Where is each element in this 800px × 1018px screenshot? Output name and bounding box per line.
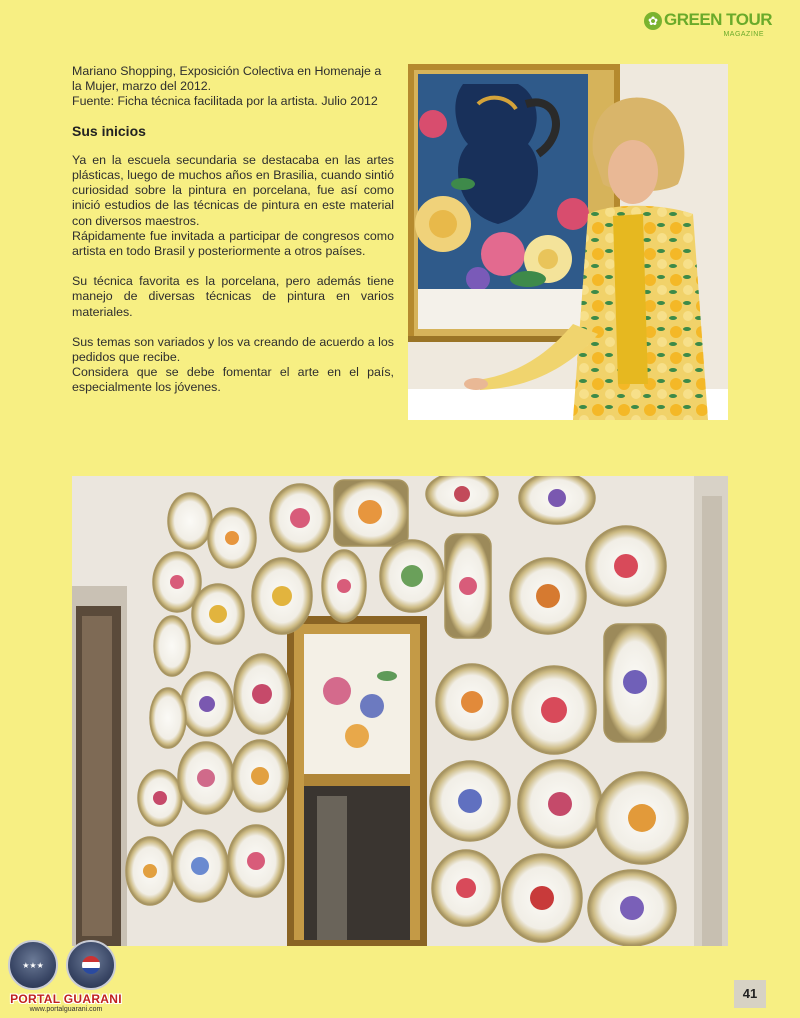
portal-url: www.portalguarani.com: [29, 1006, 103, 1013]
section-heading: Sus inicios: [72, 122, 146, 139]
portal-guarani-watermark: [6, 940, 122, 1014]
logo-subtitle: MAGAZINE: [723, 31, 764, 38]
artist-portrait-photo: [408, 64, 728, 420]
paragraph: Considera que se debe fomentar el arte en el país, especialmente los jóvenes.: [72, 365, 394, 395]
intro-line: la Mujer, marzo del 2012.: [72, 79, 212, 94]
paragraph: Rápidamente fue invitada a participar de congresos como artista en todo Brasil y posteriormente a otros países.: [72, 228, 394, 259]
seal-icon: ★★★: [8, 940, 58, 990]
paragraph: Sus temas son variados y los va creando de acuerdo a los pedidos que recibe.: [72, 334, 394, 365]
intro-line: Fuente: Ficha técnica facilitada por la artista. Julio 2012: [72, 94, 378, 109]
paragraph: Su técnica favorita es la porcelana, pero además tiene manejo de diversas técnicas de pintura en varios materiales.: [72, 274, 394, 319]
paragraph: Ya en la escuela secundaria se destacaba en las artes plásticas, luego de muchos años en Brasilia, cuando sintió curiosidad sobre la pintura en porcelana, fue así como inició estudios de las técnicas de pintura en este material con diversos maestros.: [72, 152, 394, 228]
leaf-icon: ✿: [644, 12, 662, 30]
logo-title: GREEN TOUR: [664, 10, 773, 29]
article-text: [72, 64, 394, 396]
green-tour-logo: [644, 10, 773, 40]
portal-name: PORTAL GUARANI: [10, 992, 122, 1006]
flag-seal-icon: [66, 940, 116, 990]
page-number: 41: [734, 980, 766, 1008]
porcelain-plates-wall-photo: [72, 476, 728, 946]
intro-line: Mariano Shopping, Exposición Colectiva en Homenaje a: [72, 64, 382, 78]
